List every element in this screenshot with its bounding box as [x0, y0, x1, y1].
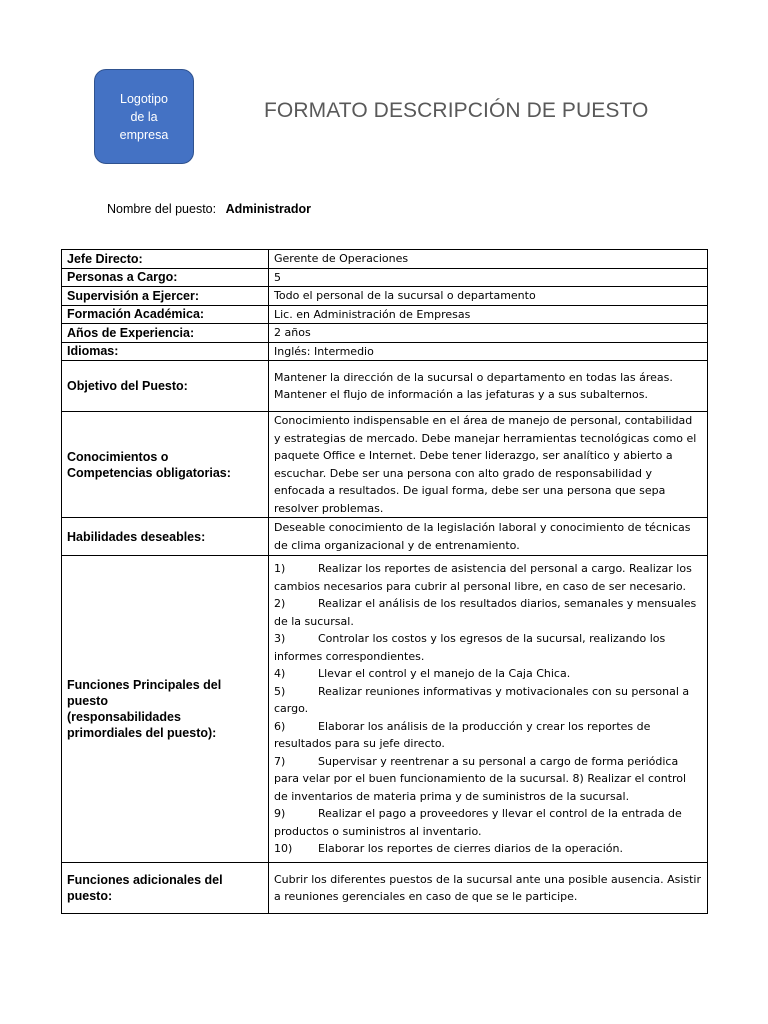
row-value-supervision: Todo el personal de la sucursal o departamento — [269, 287, 708, 306]
row-label-conocimientos-line1: Conocimientos o — [67, 449, 169, 464]
job-name-line — [107, 202, 311, 216]
row-label-adicionales-line1: Funciones adicionales del — [67, 873, 223, 887]
function-number: 9) — [274, 807, 286, 821]
list-item — [274, 840, 702, 858]
row-value-conocimientos: Conocimiento indispensable en el área de manejo de personal, contabilidad y estrategias de mercado. Debe manejar herramientas tecnológicas como el paquete Office e Internet. Debe tener liderazgo, ser analítico y abierto a escuchar. Debe ser una persona con alto grado de responsabilidad y enfocada a resultados. De igual forma, debe ser una persona que sepa resolver problemas. — [269, 412, 708, 518]
job-name-label: Nombre del puesto: — [107, 202, 217, 216]
row-label-objetivo: Objetivo del Puesto: — [62, 361, 269, 412]
table-row — [62, 287, 708, 306]
table-row — [62, 268, 708, 287]
row-label-habilidades: Habilidades deseables: — [62, 518, 269, 556]
company-logo-placeholder — [94, 69, 194, 164]
logo-line-2: de la — [130, 109, 158, 124]
row-label-personas: Personas a Cargo: — [62, 268, 269, 287]
list-item — [274, 560, 702, 595]
logo-line-3: empresa — [119, 127, 169, 142]
function-text: Realizar el pago a proveedores y llevar el control de la entrada de productos o suministros al inventario. — [274, 807, 682, 838]
row-label-experiencia: Años de Experiencia: — [62, 324, 269, 343]
function-number: 1) — [274, 562, 286, 576]
table-row — [62, 412, 708, 518]
row-value-objetivo: Mantener la dirección de la sucursal o departamento en todas las áreas. Mantener el flujo de información a las jefaturas y a sus subalternos. — [269, 361, 708, 412]
table-row — [62, 518, 708, 556]
row-label-funciones-line4: primordiales del puesto): — [67, 726, 217, 740]
table-row — [62, 342, 708, 361]
table-row — [62, 863, 708, 914]
row-label-funciones-line3: (responsabilidades — [67, 710, 181, 724]
document-title: FORMATO DESCRIPCIÓN DE PUESTO — [264, 99, 649, 122]
row-value-funciones — [269, 556, 708, 863]
row-label-funciones-line2: puesto — [67, 694, 108, 708]
row-label-formacion: Formación Académica: — [62, 305, 269, 324]
table-row — [62, 556, 708, 863]
list-item — [274, 630, 702, 665]
function-text: Llevar el control y el manejo de la Caja Chica. — [318, 667, 571, 681]
function-number: 6) — [274, 719, 286, 733]
row-value-formacion: Lic. en Administración de Empresas — [269, 305, 708, 324]
function-number: 3) — [274, 632, 286, 646]
table-row — [62, 305, 708, 324]
list-item — [274, 805, 702, 840]
function-text: Realizar el análisis de los resultados diarios, semanales y mensuales de la sucursal. — [274, 597, 697, 628]
function-number: 2) — [274, 597, 286, 611]
list-item — [274, 753, 702, 806]
function-number: 10) — [274, 842, 293, 856]
row-label-funciones-line1: Funciones Principales del — [67, 678, 222, 692]
row-label-supervision: Supervisión a Ejercer: — [62, 287, 269, 306]
row-label-conocimientos — [62, 412, 269, 518]
table-row — [62, 361, 708, 412]
logo-line-1: Logotipo — [120, 91, 168, 106]
row-value-idiomas: Inglés: Intermedio — [269, 342, 708, 361]
list-item — [274, 595, 702, 630]
row-label-idiomas: Idiomas: — [62, 342, 269, 361]
row-value-adicionales: Cubrir los diferentes puestos de la sucursal ante una posible ausencia. Asistir a reuniones gerenciales en caso de que se le participe. — [269, 863, 708, 914]
row-value-jefe: Gerente de Operaciones — [269, 250, 708, 269]
row-label-conocimientos-line2: Competencias obligatorias: — [67, 465, 231, 480]
function-text: Elaborar los reportes de cierres diarios de la operación. — [318, 842, 623, 856]
row-label-funciones — [62, 556, 269, 863]
row-value-experiencia: 2 años — [269, 324, 708, 343]
table-row — [62, 250, 708, 269]
job-name-value: Administrador — [225, 202, 312, 216]
function-text: Controlar los costos y los egresos de la sucursal, realizando los informes correspondientes. — [274, 632, 666, 663]
function-text: Elaborar los análisis de la producción y crear los reportes de resultados para su jefe directo. — [274, 719, 651, 751]
function-text: Supervisar y reentrenar a su personal a cargo de forma periódica para velar por el buen funcionamiento de la sucursal. 8) Realizar el control de inventarios de materia prima y de suministros de la sucursal. — [274, 754, 687, 803]
list-item — [274, 718, 702, 753]
row-value-personas: 5 — [269, 268, 708, 287]
function-number: 4) — [274, 667, 286, 681]
list-item — [274, 683, 702, 718]
function-number: 5) — [274, 684, 286, 698]
row-label-jefe: Jefe Directo: — [62, 250, 269, 269]
function-number: 7) — [274, 754, 286, 768]
row-label-adicionales-line2: puesto: — [67, 889, 113, 903]
list-item — [274, 665, 702, 683]
table-row — [62, 324, 708, 343]
row-value-habilidades: Deseable conocimiento de la legislación laboral y conocimiento de técnicas de clima organizacional y de entrenamiento. — [269, 518, 708, 556]
row-label-adicionales — [62, 863, 269, 914]
function-text: Realizar los reportes de asistencia del personal a cargo. Realizar los cambios necesarios para cubrir al personal libre, en caso de ser necesario. — [274, 562, 692, 593]
job-description-table — [61, 249, 708, 914]
function-text: Realizar reuniones informativas y motivacionales con su personal a cargo. — [274, 684, 690, 716]
